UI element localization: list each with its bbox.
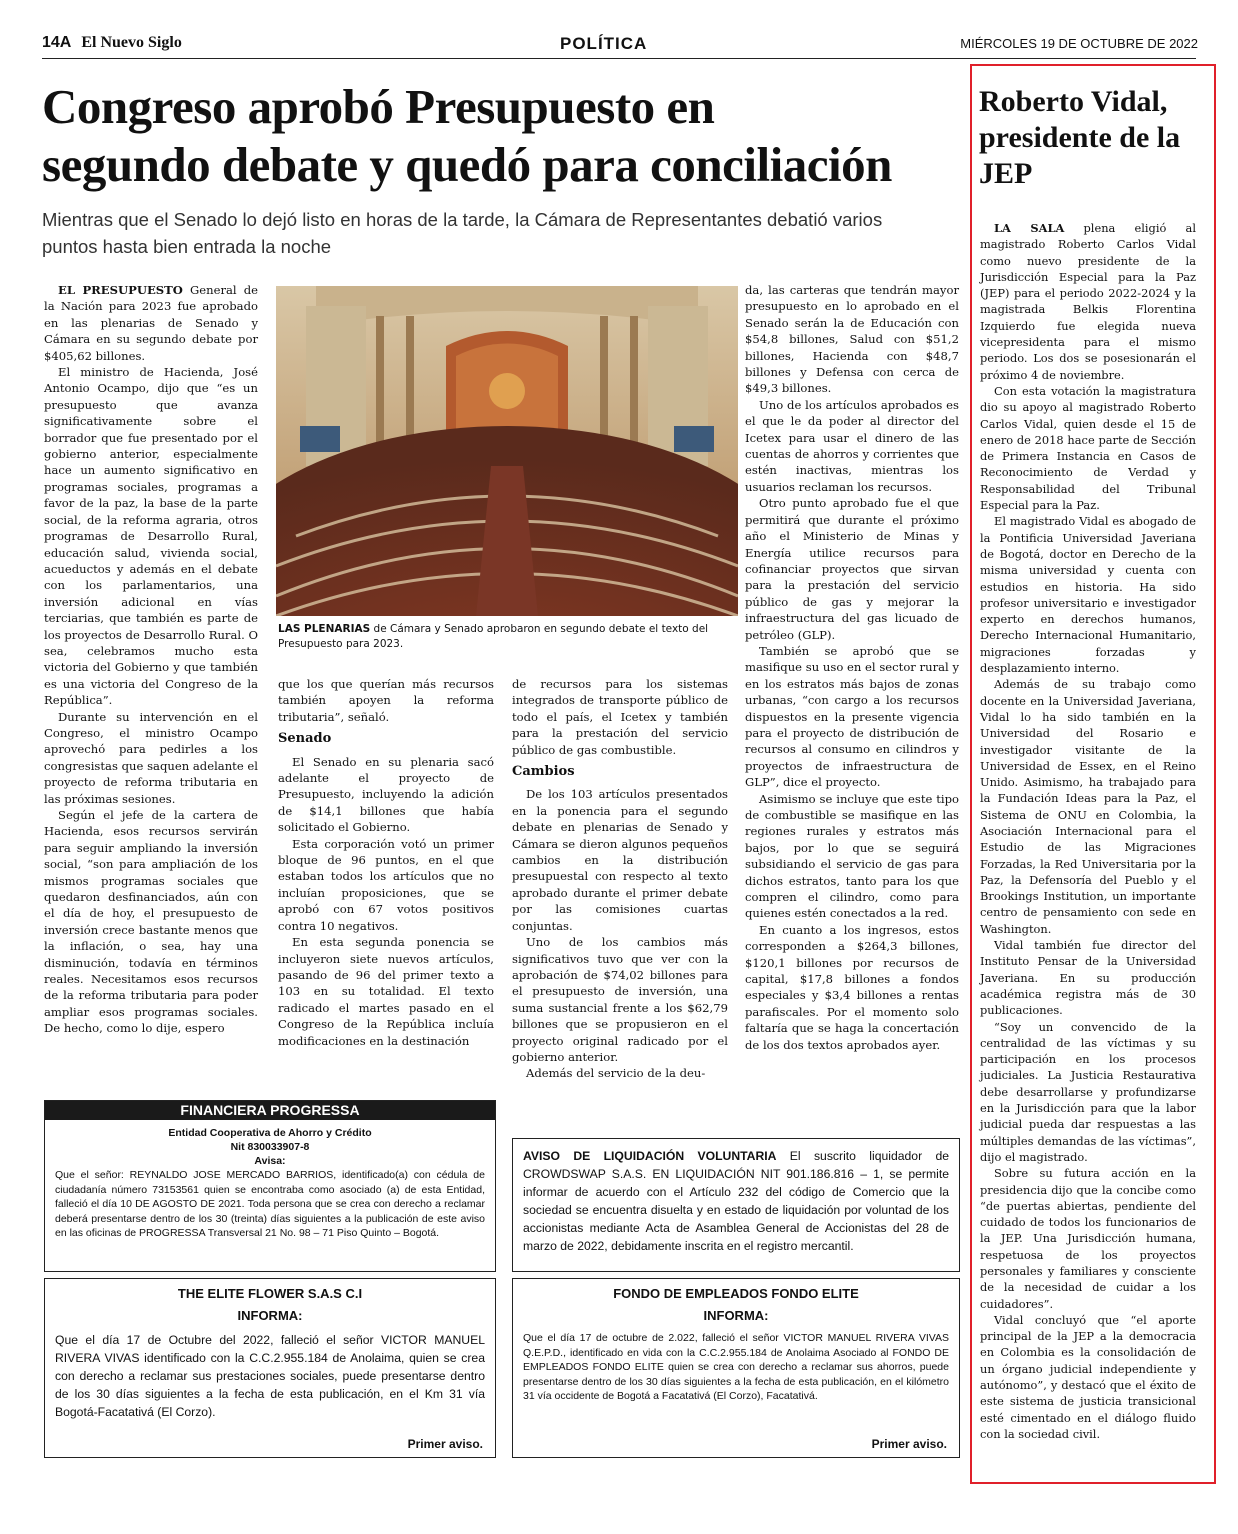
paragraph: Esta corporación votó un primer bloque de 96 puntos, en el que estaban todos los artículos que no incluían proposiciones, que se aprobó con 67 votos positivos contra 10 negativos. [278, 836, 494, 933]
ad-nit: Nit 830033907-8 [230, 1141, 310, 1153]
subheading-cambios: Cambios [512, 764, 575, 780]
paragraph: Vidal también fue director del Instituto Pensar de la Universidad Javeriana. En su producción académica registra más de 30 publicaciones. [980, 938, 1196, 1018]
paragraph: de recursos para los sistemas integrados de transporte público de todo el país, el Icetex y también para la prestación del servicio público de gas combustible. [512, 677, 728, 757]
article-headline [42, 78, 962, 194]
header-rule [42, 58, 1196, 59]
paragraph: Durante su intervención en el Congreso, el ministro Ocampo aprovechó para pedirles a los congresistas que saquen adelante el proyecto de reforma tributaria en las próximas sesiones. [44, 709, 258, 806]
ad-title: THE ELITE FLOWER S.A.S C.I [177, 1286, 363, 1301]
headline-line-1: Congreso aprobó Presupuesto en [42, 79, 715, 134]
lead-in: EL PRESUPUESTO [58, 283, 183, 297]
paragraph: Además de su trabajo como docente en la Universidad Javeriana, Vidal lo ha sido también en la Universidad del Rosario e investigador visitante de la Universidad de Essex, en el Reino Unido. Asimismo, ha trabajado para la Fundación Ideas para la Paz, el Sistema de ONU en Colombia, la Asociación Internacional para el Estudio de las Migraciones Forzadas, la Red Universitaria por la Paz, la Defensoría del Pueblo y el Brookings Institution, un importante centro de pensamiento con sede en Washington. [980, 677, 1196, 936]
paragraph: El ministro de Hacienda, José Antonio Ocampo, dijo que “es un presupuesto que avanza significativamente sobre el borrador que fue presentado por el gobierno anterior, especialmente hace un aumento significativo en programas sociales, programas a favor de la paz, la base de la parte social, de la reforma agraria, otros programas de Desarrollo Rural, educación salud, vivienda social, acueductos y además en el debate con los parlamentarios, una inversión adicional en vías terciarias, que también es parte de los proyectos de Desarrollo Rural. O sea, celebramos mucho esta victoria del Gobierno y que también es una victoria del Congreso de la República”. [44, 365, 258, 708]
photo-caption [278, 622, 738, 652]
paragraph: que los que querían más recursos también apoyen la reforma tributaria”, señaló. [278, 677, 494, 724]
paragraph: En cuanto a los ingresos, estos corresponden a $264,3 billones, $120,1 billones por recursos de capital, $17,8 billones a fondos especiales y $3,4 billones a rentas parafiscales. Por el momento solo faltaría que se haga la concertación de los dos textos aprobados ayer. [745, 922, 959, 1052]
newspaper-name: El Nuevo Siglo [81, 34, 182, 51]
paragraph: Vidal concluyó que “el aporte principal de la JEP a la democracia en Colombia es la consolidación de un órgano judicial independiente y autónomo”, y destacó que el éxito de este sistema de justicia transicional esté cimentado en el diálogo fluido con la sociedad civil. [980, 1312, 1196, 1441]
ad-footer: Primer aviso. [871, 1437, 947, 1451]
paragraph-text: plena eligió al magistrado Roberto Carlos Vidal como nuevo presidente de la Jurisdicción Especial para la Paz (JEP) para el periodo 2022-2024 y la magistrada Belkis Florentina Izquierdo fue elegida nueva vicepresidenta para el mismo periodo. Los dos se posesionarán el próximo 4 de noviembre. [980, 221, 1196, 382]
page-number: 14A [42, 34, 72, 51]
subheading-senado: Senado [278, 731, 332, 747]
ad-footer: Primer aviso. [407, 1437, 483, 1451]
paragraph-text: General de la Nación para 2023 fue aprobado en las plenarias de Senado y Cámara en su segundo debate por $405,62 billones. [44, 283, 258, 363]
paragraph: También se aprobó que se masifique su uso en el sector rural y en los estratos más bajos de zonas urbanas, “con cargo a los recursos dispuestos en la presente vigencia para el proyecto de distribución de recursos al consumo en cilindros y proyectos de infraestructura de GLP”, dice el proyecto. [745, 643, 959, 790]
lead-in: LA SALA [994, 221, 1065, 235]
article-column-1 [44, 282, 258, 1037]
congress-chamber-photo [276, 286, 738, 616]
paragraph: El Senado en su plenaria sacó adelante el proyecto de Presupuesto, incluyendo la adición de $14,1 billones que había solicitado el Gobierno. [278, 754, 494, 835]
article-column-2 [278, 676, 494, 1049]
ad-body: Que el día 17 de octubre de 2.022, falleció el señor VICTOR MANUEL RIVERA VIVAS Q.E.P.D., identificado en vida con la C.C.2.955.184 de Anolaima Asociado al FONDO DE EMPLEADOS FONDO ELITE quien se crea con derecho a reclamar sus ahorros, puede presentarse dentro de los 30 días siguientes a la fecha de esta publicación, en el kilómetro 31 vía occidente de Bogotá a Facatativá (El Corzo), Facatativá. [523, 1332, 949, 1402]
article-deck: Mientras que el Senado lo dejó listo en horas de la tarde, la Cámara de Representantes debatió varios puntos hasta bien entrada la noche [42, 209, 883, 257]
ad-title: AVISO DE LIQUIDACIÓN VOLUNTARIA [523, 1149, 777, 1163]
caption-lead: LAS PLENARIAS [278, 623, 371, 635]
sidebar-title: Roberto Vidal, presidente de la JEP [979, 85, 1181, 190]
ad-body: Que el día 17 de Octubre del 2022, falleció el señor VICTOR MANUEL RIVERA VIVAS identificado con la C.C.2.955.184 de Anolaima, quien se crea con derecho a reclamar sus prestaciones sociales, puede presentarse dentro de los 30 días siguientes a la fecha de esta publicación, en el Km 31 vía Bogotá-Facatativá (El Corzo). [55, 1333, 485, 1419]
ad-financiera-progressa [44, 1100, 496, 1272]
section-name: POLÍTICA [560, 34, 648, 53]
caption-text: de Cámara y Senado aprobaron en segundo debate el texto del Presupuesto para 2023. [278, 623, 709, 650]
ad-elite-flower [44, 1278, 496, 1458]
ad-aviso-liquidacion [512, 1138, 960, 1272]
chamber-illustration [276, 286, 738, 616]
ad-title: FONDO DE EMPLEADOS FONDO ELITE [613, 1286, 859, 1301]
article-column-4 [745, 282, 959, 1053]
paragraph: Uno de los cambios más significativos tuvo que ver con la aprobación de $74,02 billones para el presupuesto de inversión, una suma sustancial frente a los $62,79 billones que se propusieron en el proyecto original radicado por el gobierno anterior. [512, 935, 728, 1064]
paragraph: Además del servicio de la deu- [526, 1066, 706, 1081]
ad-body [513, 1139, 959, 1255]
ad-avisa: Avisa: [254, 1155, 286, 1167]
ad-subtitle: INFORMA: [237, 1308, 303, 1323]
sidebar-body [980, 220, 1196, 1442]
paragraph: Uno de los artículos aprobados es el que le da poder al director del Icetex para usar el dinero de las cuentas de ahorros y corrientes que estén inactivas, mientras los usuarios reclaman los recursos. [745, 397, 959, 494]
headline-line-2: segundo debate y quedó para conciliación [42, 137, 892, 192]
paragraph: Sobre su futura acción en la presidencia dijo que la concibe como “de puertas abiertas, pendiente del cuidado de todos los funcionarios de la JEP. Una Jurisdicción humana, respetuosa de los proyectos personales y familiares y consciente de la necesidad de cuidar a los cuidadores”. [980, 1166, 1196, 1311]
ad-fondo-elite [512, 1278, 960, 1458]
paragraph: Con esta votación la magistratura dio su apoyo al magistrado Roberto Carlos Vidal, quien desde el 15 de enero de 2018 hace parte de Sección de Primera Instancia en Casos de Reconocimiento de Verdad y Responsabilidad del Tribunal Especial para la Paz. [980, 383, 1196, 513]
ad-subtitle: INFORMA: [703, 1308, 769, 1323]
paragraph: “Soy un convencido de la centralidad de las víctimas y su participación en los procesos judiciales. La Justicia Restaurativa debe desarrollarse y profundizarse en la Jurisdicción para que la labor judicial pueda dar respuestas a las múltiples demandas de las víctimas”, dijo el magistrado. [980, 1019, 1196, 1164]
paragraph: Asimismo se incluye que este tipo de combustible se masifique en las regiones rurales y estratos más bajos, por lo que se seguirá subsidiando el servicio de gas para dichos estratos, tanto para los que compren el cilindro, como para quienes estén conectados a la red. [745, 791, 959, 921]
ad-body: Que el señor: REYNALDO JOSE MERCADO BARRIOS, identificado(a) con cédula de ciudadanía número 73153561 quien se encontraba como asociado (a) de esta Entidad, falleció el día 10 DE AGOSTO DE 2021. Toda persona que se crea con derecho a reclamar deberá presentarse dentro de los 30 (treinta) días siguientes a la publicación de este aviso en las oficinas de PROGRESSA Transversal 21 No. 98 – 71 Piso Quinto – Bogotá. [55, 1169, 485, 1239]
issue-date: MIÉRCOLES 19 DE OCTUBRE DE 2022 [960, 36, 1198, 51]
paragraph [980, 220, 1196, 383]
paragraph: En esta segunda ponencia se incluyeron siete nuevos artículos, pasando de 96 del primer texto a 103 en su totalidad. El texto radicado el martes pasado en el Congreso de la República incluía modificaciones en la destinación [278, 935, 494, 1048]
paragraph [44, 282, 258, 364]
ad-title: FINANCIERA PROGRESSA [45, 1101, 495, 1120]
paragraph: De los 103 artículos presentados en la ponencia para el segundo debate en plenarias de Senado y Cámara se dieron algunos pequeños cambios en la distribución presupuestal con respecto al texto aprobado durante el primer debate por las comisiones cuartas conjuntas. [512, 787, 728, 933]
ad-text: El suscrito liquidador de CROWDSWAP S.A.S. EN LIQUIDACIÓN NIT 901.186.816 – 1, se permite informar de acuerdo con el Artículo 232 del código de Comercio que la sociedad se encuentra disuelta y en estado de liquidación por voluntad de los accionistas mediante Acta de Asamblea General de Accionistas del 28 de marzo de 2022, debidamente inscrita en el registro mercantil. [523, 1149, 950, 1253]
page-header-left [42, 34, 182, 52]
paragraph: Según el jefe de la cartera de Hacienda, esos recursos servirán para seguir ampliando la inversión social, “son para ampliación de los mismos programas sociales que quedaron desfinanciados, aún con el día de hoy, el presupuesto de inversión crece bastante menos que la inflación, o sea, hay una disminución, todavía en términos reales. Necesitamos esos recursos de la reforma tributaria para poder ampliar esos programas sociales. De hecho, como lo dije, espero [44, 808, 258, 1036]
paragraph: da, las carteras que tendrán mayor presupuesto en lo aprobado en el Senado serán la de Educación con $54,8 billones, Salud con $51,2 billones, Hacienda con $48,7 billones y Defensa con cerca de $49,3 billones. [745, 283, 959, 396]
ad-subtitle: Entidad Cooperativa de Ahorro y Crédito [168, 1127, 372, 1139]
paragraph: El magistrado Vidal es abogado de la Pontificia Universidad Javeriana de Bogotá, doctor en Derecho de la misma universidad y cuenta con estudios en historia. Ha sido profesor universitario e investigador experto en derechos humanos, Derecho Internacional Humanitario, migraciones forzadas y desplazamiento interno. [980, 514, 1196, 676]
article-column-3 [512, 676, 728, 1082]
paragraph: Otro punto aprobado fue el que permitirá que durante el próximo año el Ministerio de Minas y Energía utilice recursos para cofinanciar proyectos que sirvan para la prestación del servicio público de gas y mejorar la infraestructura del gas licuado de petróleo (GLP). [745, 496, 959, 642]
